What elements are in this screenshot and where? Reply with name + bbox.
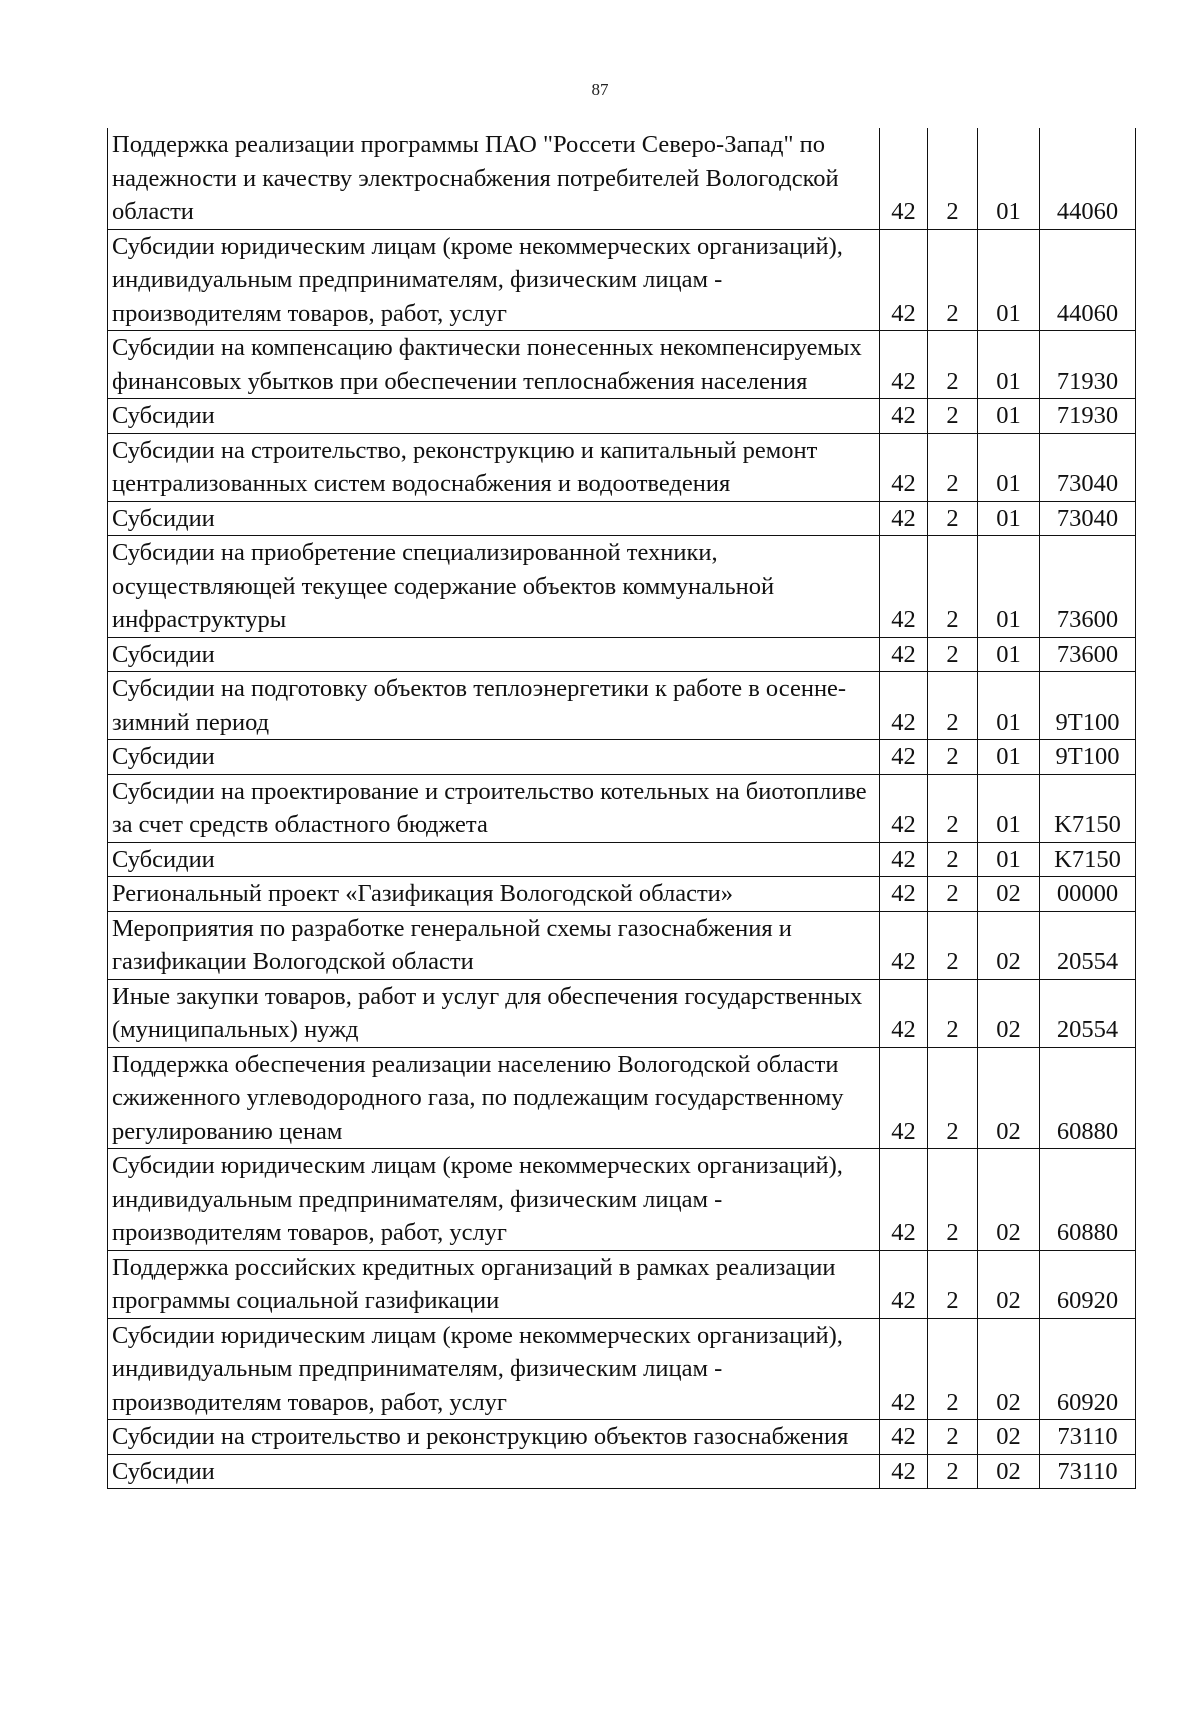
- table-row: [108, 128, 1136, 229]
- section-code-cell: 2: [928, 1149, 978, 1251]
- expense-name-cell: Субсидии на компенсацию фактически понесенных некомпенсируемых финансовых убытков при обеспечении теплоснабжения населения: [108, 331, 880, 399]
- table-row: [108, 1318, 1136, 1420]
- budget-classification-table: [107, 128, 1136, 1489]
- program-code-cell: 42: [880, 399, 928, 434]
- expense-name-cell: Иные закупки товаров, работ и услуг для обеспечения государственных (муниципальных) нужд: [108, 979, 880, 1047]
- program-code-cell: 42: [880, 229, 928, 331]
- direction-code-cell: 44060: [1040, 128, 1136, 229]
- expense-name-cell: Субсидии: [108, 1454, 880, 1489]
- direction-code-cell: 71930: [1040, 331, 1136, 399]
- program-code-cell: 42: [880, 1420, 928, 1455]
- expense-name-cell: Субсидии на проектирование и строительство котельных на биотопливе за счет средств областного бюджета: [108, 774, 880, 842]
- direction-code-cell: 71930: [1040, 399, 1136, 434]
- expense-name-cell: Субсидии: [108, 740, 880, 775]
- section-code-cell: 2: [928, 536, 978, 638]
- section-code-cell: 2: [928, 229, 978, 331]
- expense-name-cell: Поддержка российских кредитных организаций в рамках реализации программы социальной газификации: [108, 1250, 880, 1318]
- expense-name-cell: Субсидии юридическим лицам (кроме некоммерческих организаций), индивидуальным предпринимателям, физическим лицам - производителям товаров, работ, услуг: [108, 229, 880, 331]
- direction-code-cell: K7150: [1040, 842, 1136, 877]
- table-row: [108, 740, 1136, 775]
- table-row: [108, 1454, 1136, 1489]
- subprogram-code-cell: 01: [978, 536, 1040, 638]
- section-code-cell: 2: [928, 128, 978, 229]
- direction-code-cell: 20554: [1040, 911, 1136, 979]
- direction-code-cell: 73040: [1040, 433, 1136, 501]
- program-code-cell: 42: [880, 877, 928, 912]
- section-code-cell: 2: [928, 1420, 978, 1455]
- expense-name-cell: Субсидии: [108, 501, 880, 536]
- program-code-cell: 42: [880, 1149, 928, 1251]
- expense-name-cell: Мероприятия по разработке генеральной схемы газоснабжения и газификации Вологодской области: [108, 911, 880, 979]
- program-code-cell: 42: [880, 501, 928, 536]
- program-code-cell: 42: [880, 331, 928, 399]
- expense-name-cell: Региональный проект «Газификация Вологодской области»: [108, 877, 880, 912]
- table-row: [108, 399, 1136, 434]
- direction-code-cell: 60920: [1040, 1250, 1136, 1318]
- expense-name-cell: Поддержка обеспечения реализации населению Вологодской области сжиженного углеводородного газа, по подлежащим государственному регулированию ценам: [108, 1047, 880, 1149]
- expense-name-cell: Поддержка реализации программы ПАО "Россети Северо-Запад" по надежности и качеству электроснабжения потребителей Вологодской области: [108, 128, 880, 229]
- table-row: [108, 1250, 1136, 1318]
- program-code-cell: 42: [880, 979, 928, 1047]
- table-row: [108, 637, 1136, 672]
- expense-name-cell: Субсидии: [108, 637, 880, 672]
- subprogram-code-cell: 02: [978, 1250, 1040, 1318]
- subprogram-code-cell: 02: [978, 911, 1040, 979]
- table-row: [108, 911, 1136, 979]
- expense-name-cell: Субсидии: [108, 399, 880, 434]
- expense-name-cell: Субсидии юридическим лицам (кроме некоммерческих организаций), индивидуальным предпринимателям, физическим лицам - производителям товаров, работ, услуг: [108, 1318, 880, 1420]
- program-code-cell: 42: [880, 672, 928, 740]
- section-code-cell: 2: [928, 1250, 978, 1318]
- table-body: [108, 128, 1136, 1489]
- expense-name-cell: Субсидии на строительство и реконструкцию объектов газоснабжения: [108, 1420, 880, 1455]
- subprogram-code-cell: 01: [978, 740, 1040, 775]
- section-code-cell: 2: [928, 740, 978, 775]
- section-code-cell: 2: [928, 501, 978, 536]
- direction-code-cell: 73600: [1040, 536, 1136, 638]
- table-row: [108, 1420, 1136, 1455]
- table-row: [108, 229, 1136, 331]
- table-row: [108, 842, 1136, 877]
- program-code-cell: 42: [880, 842, 928, 877]
- subprogram-code-cell: 01: [978, 501, 1040, 536]
- direction-code-cell: 9T100: [1040, 740, 1136, 775]
- expense-name-cell: Субсидии: [108, 842, 880, 877]
- section-code-cell: 2: [928, 637, 978, 672]
- section-code-cell: 2: [928, 911, 978, 979]
- direction-code-cell: 73600: [1040, 637, 1136, 672]
- program-code-cell: 42: [880, 536, 928, 638]
- program-code-cell: 42: [880, 637, 928, 672]
- section-code-cell: 2: [928, 672, 978, 740]
- subprogram-code-cell: 02: [978, 1047, 1040, 1149]
- direction-code-cell: 73110: [1040, 1420, 1136, 1455]
- section-code-cell: 2: [928, 1454, 978, 1489]
- program-code-cell: 42: [880, 1047, 928, 1149]
- section-code-cell: 2: [928, 774, 978, 842]
- direction-code-cell: 00000: [1040, 877, 1136, 912]
- table-row: [108, 331, 1136, 399]
- table-row: [108, 979, 1136, 1047]
- direction-code-cell: 44060: [1040, 229, 1136, 331]
- program-code-cell: 42: [880, 433, 928, 501]
- subprogram-code-cell: 01: [978, 842, 1040, 877]
- subprogram-code-cell: 01: [978, 637, 1040, 672]
- section-code-cell: 2: [928, 433, 978, 501]
- section-code-cell: 2: [928, 979, 978, 1047]
- table-row: [108, 672, 1136, 740]
- program-code-cell: 42: [880, 128, 928, 229]
- subprogram-code-cell: 02: [978, 1454, 1040, 1489]
- direction-code-cell: 60880: [1040, 1149, 1136, 1251]
- table-row: [108, 536, 1136, 638]
- direction-code-cell: 73040: [1040, 501, 1136, 536]
- subprogram-code-cell: 01: [978, 229, 1040, 331]
- program-code-cell: 42: [880, 911, 928, 979]
- table-row: [108, 501, 1136, 536]
- program-code-cell: 42: [880, 1250, 928, 1318]
- subprogram-code-cell: 01: [978, 128, 1040, 229]
- expense-name-cell: Субсидии на подготовку объектов теплоэнергетики к работе в осенне-зимний период: [108, 672, 880, 740]
- expense-name-cell: Субсидии юридическим лицам (кроме некоммерческих организаций), индивидуальным предпринимателям, физическим лицам - производителям товаров, работ, услуг: [108, 1149, 880, 1251]
- subprogram-code-cell: 02: [978, 877, 1040, 912]
- section-code-cell: 2: [928, 399, 978, 434]
- subprogram-code-cell: 02: [978, 1149, 1040, 1251]
- subprogram-code-cell: 01: [978, 331, 1040, 399]
- section-code-cell: 2: [928, 1047, 978, 1149]
- table-row: [108, 433, 1136, 501]
- table-row: [108, 1149, 1136, 1251]
- section-code-cell: 2: [928, 877, 978, 912]
- program-code-cell: 42: [880, 1454, 928, 1489]
- subprogram-code-cell: 01: [978, 433, 1040, 501]
- direction-code-cell: K7150: [1040, 774, 1136, 842]
- direction-code-cell: 73110: [1040, 1454, 1136, 1489]
- direction-code-cell: 60880: [1040, 1047, 1136, 1149]
- direction-code-cell: 60920: [1040, 1318, 1136, 1420]
- subprogram-code-cell: 02: [978, 1318, 1040, 1420]
- program-code-cell: 42: [880, 774, 928, 842]
- subprogram-code-cell: 02: [978, 1420, 1040, 1455]
- subprogram-code-cell: 01: [978, 774, 1040, 842]
- subprogram-code-cell: 01: [978, 399, 1040, 434]
- section-code-cell: 2: [928, 842, 978, 877]
- table-row: [108, 1047, 1136, 1149]
- table-row: [108, 877, 1136, 912]
- direction-code-cell: 20554: [1040, 979, 1136, 1047]
- direction-code-cell: 9T100: [1040, 672, 1136, 740]
- expense-name-cell: Субсидии на приобретение специализированной техники, осуществляющей текущее содержание объектов коммунальной инфраструктуры: [108, 536, 880, 638]
- section-code-cell: 2: [928, 331, 978, 399]
- subprogram-code-cell: 01: [978, 672, 1040, 740]
- program-code-cell: 42: [880, 1318, 928, 1420]
- table-row: [108, 774, 1136, 842]
- section-code-cell: 2: [928, 1318, 978, 1420]
- subprogram-code-cell: 02: [978, 979, 1040, 1047]
- program-code-cell: 42: [880, 740, 928, 775]
- page-number: 87: [591, 80, 609, 99]
- expense-name-cell: Субсидии на строительство, реконструкцию и капитальный ремонт централизованных систем водоснабжения и водоотведения: [108, 433, 880, 501]
